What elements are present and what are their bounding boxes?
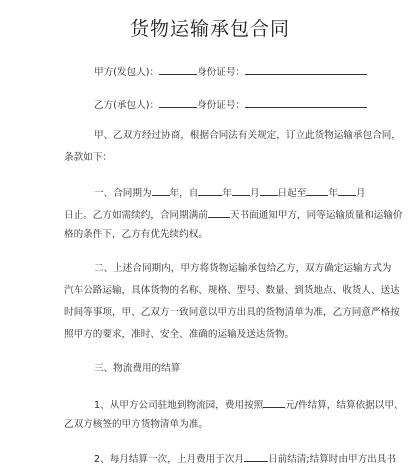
- clause-1-line-2: [64, 206, 403, 223]
- party-b-id-blank: [245, 96, 367, 108]
- item-1-text: 元/件结算，结算依据以甲、: [285, 400, 404, 411]
- item-2-text: 2、每月结算一次，上月费用于次月: [94, 454, 245, 465]
- intro-line-2: 条款如下：: [64, 152, 112, 163]
- start-year-blank: [198, 184, 222, 196]
- start-month-blank: [232, 184, 250, 196]
- clause-1-text: 日止。乙方如需续约，合同期满前: [64, 210, 208, 221]
- item-2-line-1: [94, 450, 396, 467]
- party-a-id-label: 身份证号：: [197, 67, 246, 78]
- term-years-blank: [152, 184, 170, 196]
- intro-line-1: 甲、乙双方经过协商，根据合同法有关规定，订立此货物运输承包合同，: [94, 130, 401, 141]
- party-b-label: 乙方(承包人)：: [94, 100, 160, 111]
- item-2-text: 日前结清;结算时由甲方出具书: [268, 454, 396, 465]
- clause-1-text: 一、合同期为: [94, 188, 152, 199]
- item-1-line-1: [94, 396, 404, 413]
- clause-1-text: 月: [249, 188, 260, 199]
- clause-2-line-3: 时间等事项，甲、乙双方一致同意以甲方出具的货物清单为准，乙方同意严格按: [64, 307, 400, 318]
- party-a-line: [94, 63, 367, 80]
- item-1-text: 1、从甲方公司驻地到物流园，费用按照: [94, 400, 264, 411]
- clause-1-text: 年: [222, 188, 232, 199]
- clause-1-text: 日起至: [277, 188, 307, 199]
- end-month-blank: [338, 184, 356, 196]
- clause-2-line-4: 照甲方的要求，准时、安全、准确的运输及送达货物。: [64, 329, 295, 340]
- document-title: 货物运输承包合同: [129, 18, 290, 40]
- party-b-id-label: 身份证号：: [197, 100, 246, 111]
- clause-1-text: 年，自: [169, 188, 199, 199]
- clause-1-line-3: 格的条件下，乙方有优先续约权。: [64, 229, 208, 240]
- settlement-day-blank: [244, 450, 268, 462]
- unit-price-blank: [263, 396, 285, 408]
- party-a-name-blank: [159, 63, 197, 75]
- party-b-name-blank: [159, 96, 197, 108]
- party-b-line: [94, 96, 367, 113]
- item-1-line-2: 乙双方核签的甲方货物清单为准。: [64, 419, 208, 430]
- start-day-blank: [260, 184, 278, 196]
- end-year-blank: [306, 184, 328, 196]
- clause-2-line-2: 汽车公路运输，具体货物的名称、规格、型号、数量、到货地点、收货人、送达: [64, 285, 400, 296]
- clause-1-line-1: [94, 184, 366, 201]
- clause-1-text: 年: [328, 188, 338, 199]
- clause-1-text: 天书面通知甲方，同等运输质量和运输价: [229, 210, 403, 221]
- notice-days-blank: [208, 206, 230, 218]
- party-a-id-blank: [245, 63, 367, 75]
- clause-3-heading: 三、物流费用的结算: [94, 363, 181, 374]
- party-a-label: 甲方(发包人)：: [94, 67, 160, 78]
- clause-1-text: 月: [355, 188, 366, 199]
- clause-2-line-1: 二、上述合同期内，甲方将货物运输承包给乙方，双方确定运输方式为: [94, 263, 392, 274]
